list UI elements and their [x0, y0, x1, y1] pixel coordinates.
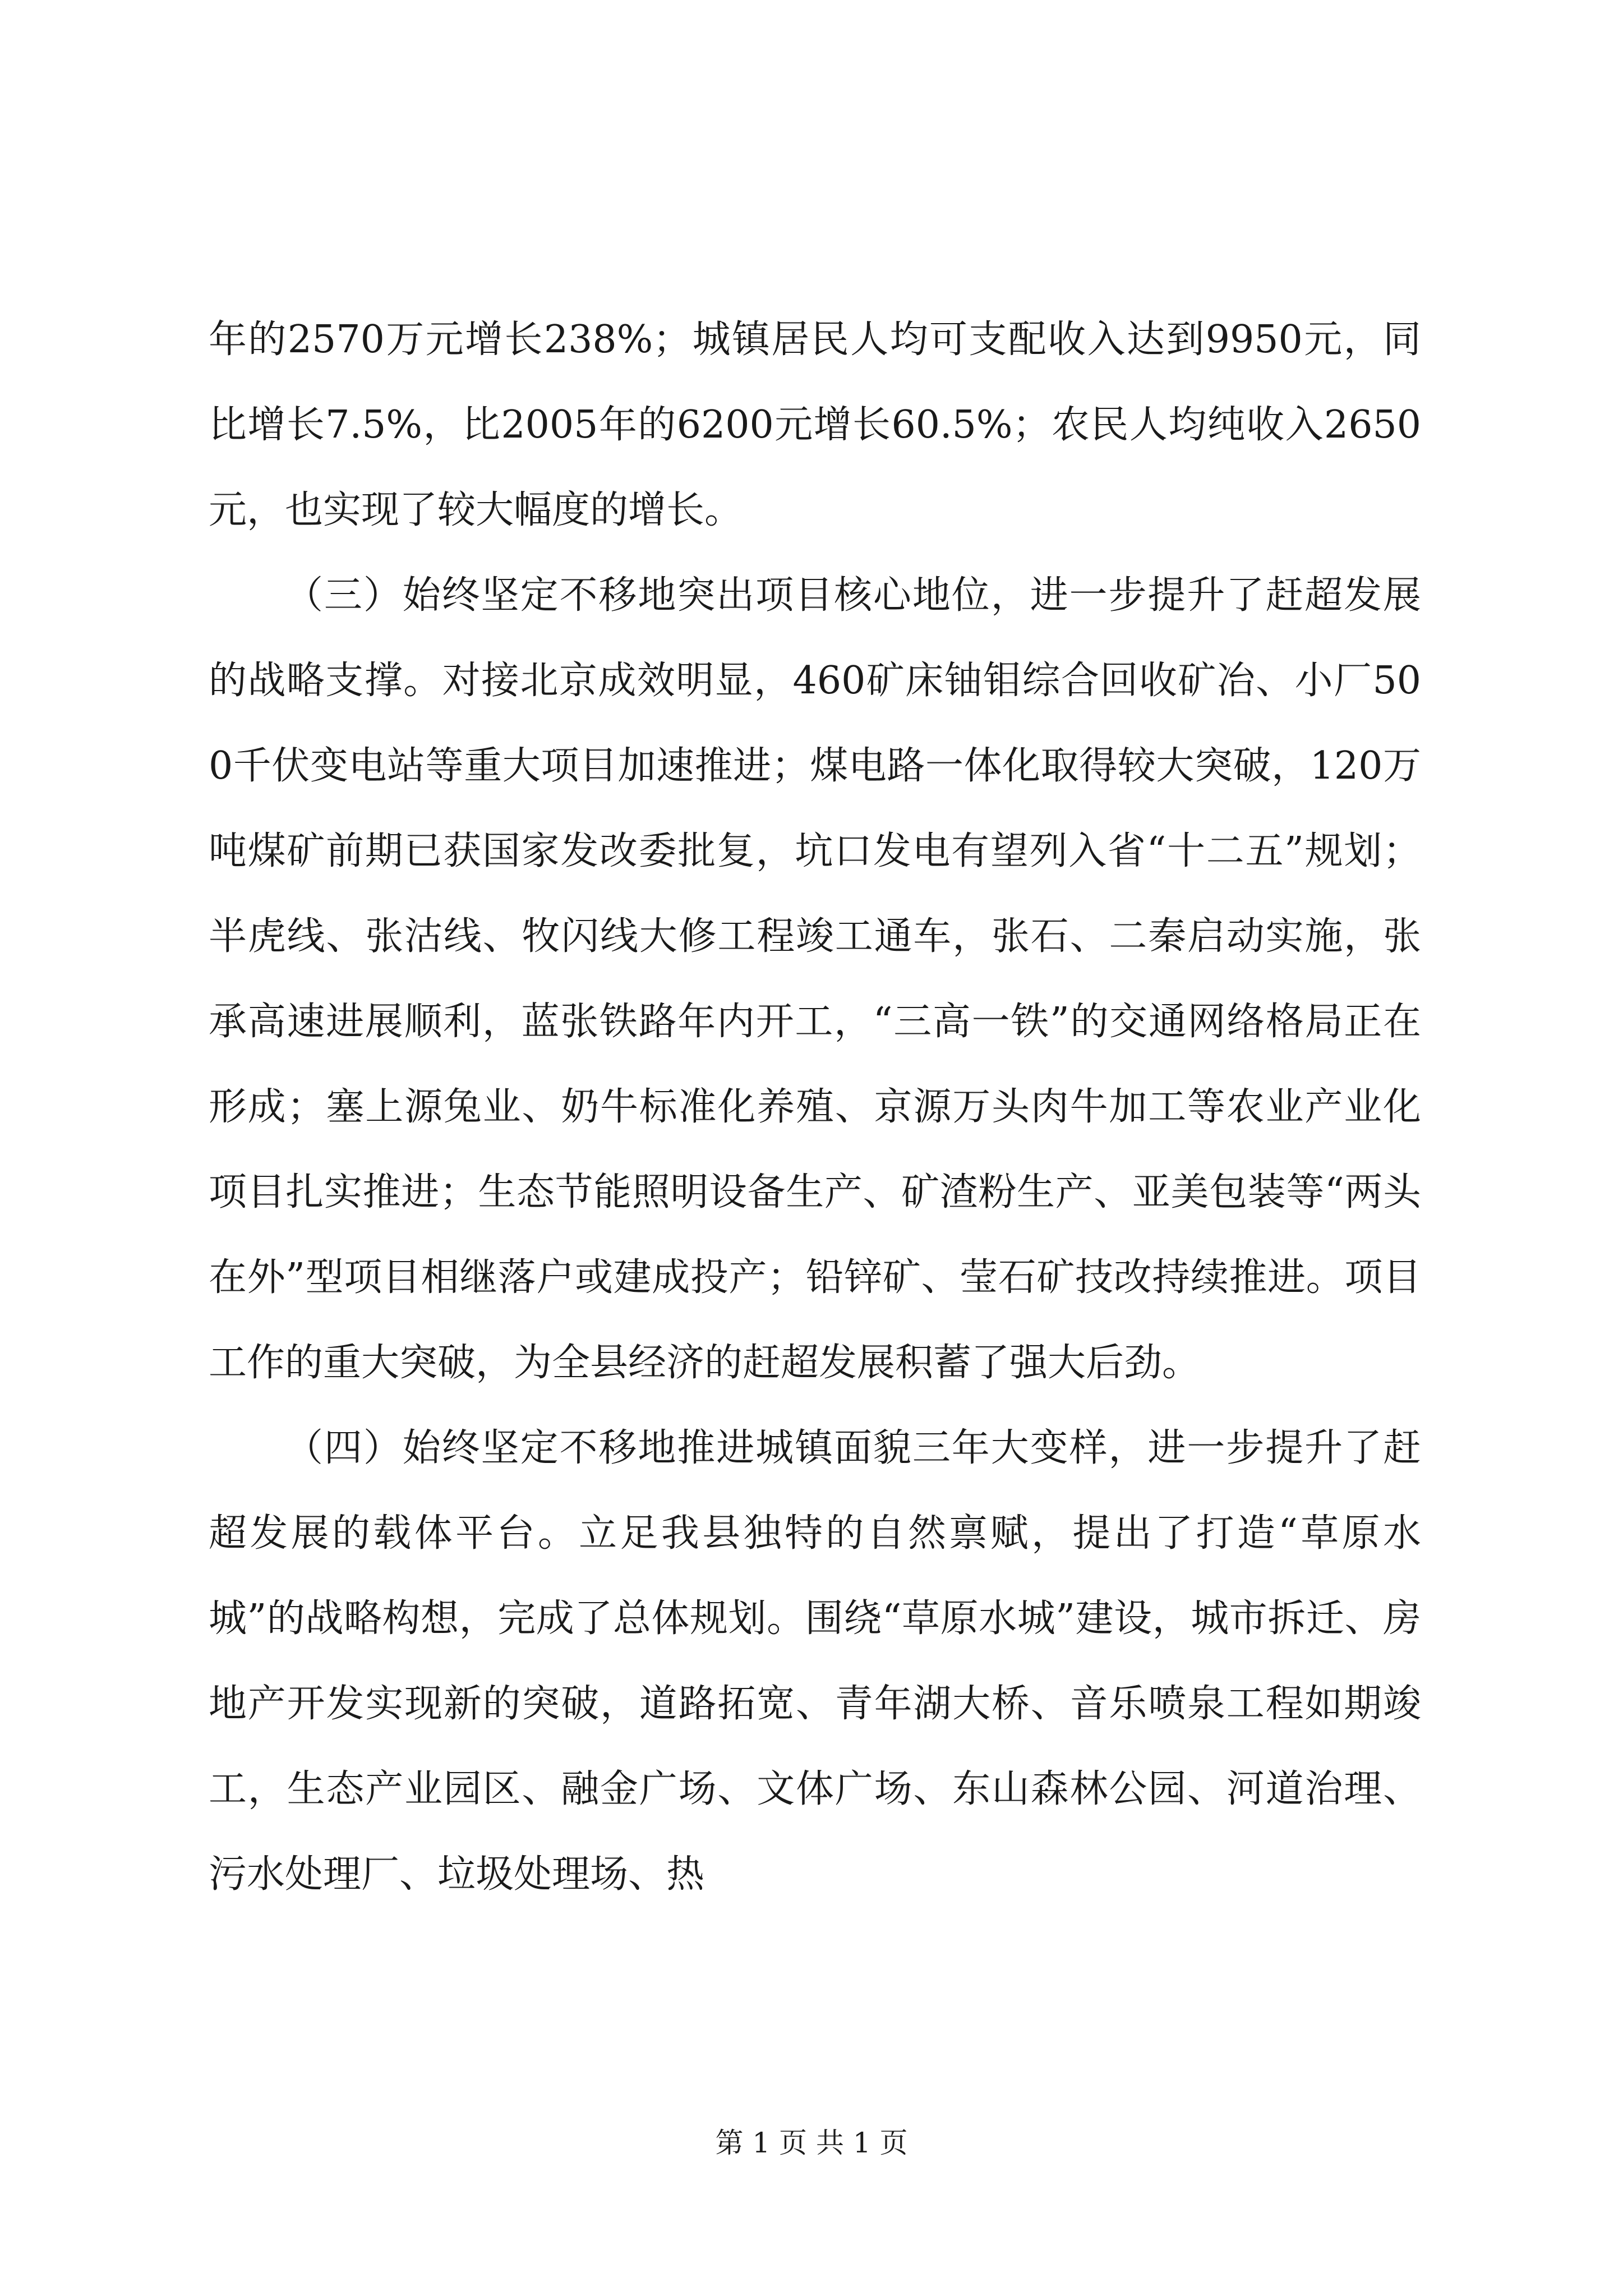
paragraph-section-four: （四）始终坚定不移地推进城镇面貌三年大变样，进一步提升了赶超发展的载体平台。立足我县独特的自然禀赋，提出了打造“草原水城”的战略构想，完成了总体规划。围绕“草原水城”建设，城市拆迁、房地产开发实现新的突破，道路拓宽、青年湖大桥、音乐喷泉工程如期竣工，生态产业园区、融金广场、文体广场、东山森林公园、河道治理、污水处理厂、垃圾处理场、热: [209, 1426, 1421, 1897]
paragraph-section-three: （三）始终坚定不移地突出项目核心地位，进一步提升了赶超发展的战略支撑。对接北京成效明显，460矿床铀钼综合回收矿冶、小厂500千伏变电站等重大项目加速推进；煤电路一体化取得较大突破，120万吨煤矿前期已获国家发改委批复，坑口发电有望列入省“十二五”规划；半虎线、张沽线、牧闪线大修工程竣工通车，张石、二秦启动实施，张承高速进展顺利，蓝张铁路年内开工，“三高一铁”的交通网络格局正在形成；塞上源兔业、奶牛标准化养殖、京源万头肉牛加工等农业产业化项目扎实推进；生态节能照明设备生产、矿渣粉生产、亚美包装等“两头在外”型项目相继落户或建成投产；铅锌矿、莹石矿技改持续推进。项目工作的重大突破，为全县经济的赶超发展积蓄了强大后劲。: [209, 573, 1421, 1385]
paragraph-income: 年的2570万元增长238%；城镇居民人均可支配收入达到9950元，同比增长7.5%，比2005年的6200元增长60.5%；农民人均纯收入2650元，也实现了较大幅度的增长。: [209, 318, 1421, 532]
document-body: [209, 297, 1421, 1917]
page-footer: 第 1 页 共 1 页: [715, 2127, 908, 2159]
